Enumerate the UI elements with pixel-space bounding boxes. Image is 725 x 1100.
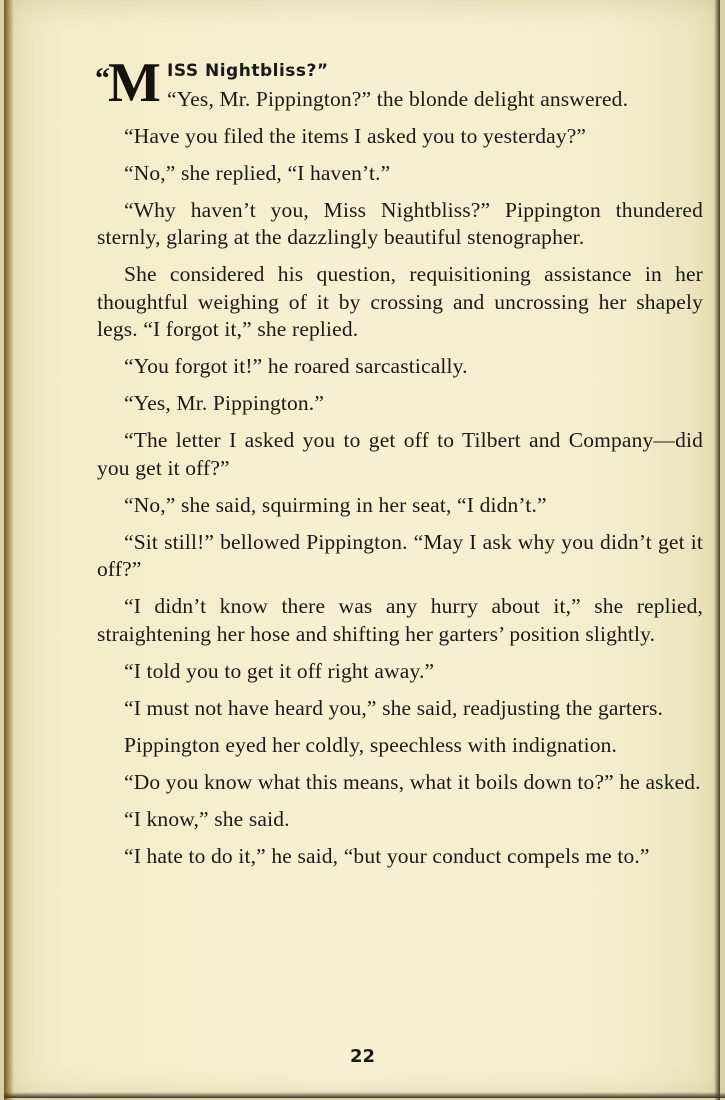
page-bottom-edge xyxy=(4,1092,725,1098)
paragraph: Pippington eyed her coldly, speechless with indignation. xyxy=(124,732,618,757)
paragraph: “No,” she replied, “I haven’t.” xyxy=(124,160,391,185)
paragraph: “Why haven’t you, Miss Nightbliss?” Pippington thundered sternly, glaring at the dazzlingly beautiful stenographer. xyxy=(97,197,703,249)
opening-line-rest: Nightbliss?” xyxy=(198,61,329,81)
paragraph: “No,” she said, squirming in her seat, “I didn’t.” xyxy=(124,492,547,517)
paragraph: “I told you to get it off right away.” xyxy=(124,658,435,683)
drop-cap xyxy=(95,52,162,114)
paragraph: “Do you know what this means, what it boils down to?” he asked. xyxy=(124,769,701,794)
paragraph: She considered his question, requisitioning assistance in her thoughtful weighing of it by crossing and uncrossing her shapely legs. “I forgot it,” she replied. xyxy=(97,262,703,341)
opening-reply: “Yes, Mr. Pippington?” the blonde delight answered. xyxy=(167,86,629,111)
paragraph: “The letter I asked you to get off to Tilbert and Company—did you get it off?” xyxy=(97,428,703,480)
story-text xyxy=(95,52,703,880)
drop-cap-quote: “ xyxy=(95,62,108,95)
drop-cap-letter: M xyxy=(108,52,162,114)
paragraph: “I know,” she said. xyxy=(124,806,290,831)
paragraph: “Yes, Mr. Pippington.” xyxy=(124,391,325,415)
page-number: 22 xyxy=(349,1046,376,1067)
page-right-edge xyxy=(714,0,720,1100)
opening-paragraph xyxy=(95,52,703,114)
paragraph: “I hate to do it,” he said, “but your conduct compels me to.” xyxy=(124,843,650,868)
paragraph: “I didn’t know there was any hurry about it,” she replied, straightening her hose and shifting her garters’ position slightly. xyxy=(97,594,703,646)
paragraph: “You forgot it!” he roared sarcastically. xyxy=(124,354,468,378)
paragraph: “Have you filed the items I asked you to yesterday?” xyxy=(124,123,587,148)
page-spine-edge xyxy=(4,0,14,1100)
opening-word-rest: ISS xyxy=(167,61,199,81)
paragraph: “I must not have heard you,” she said, readjusting the garters. xyxy=(124,695,664,720)
paragraph: “Sit still!” bellowed Pippington. “May I ask why you didn’t get it off?” xyxy=(97,529,703,581)
